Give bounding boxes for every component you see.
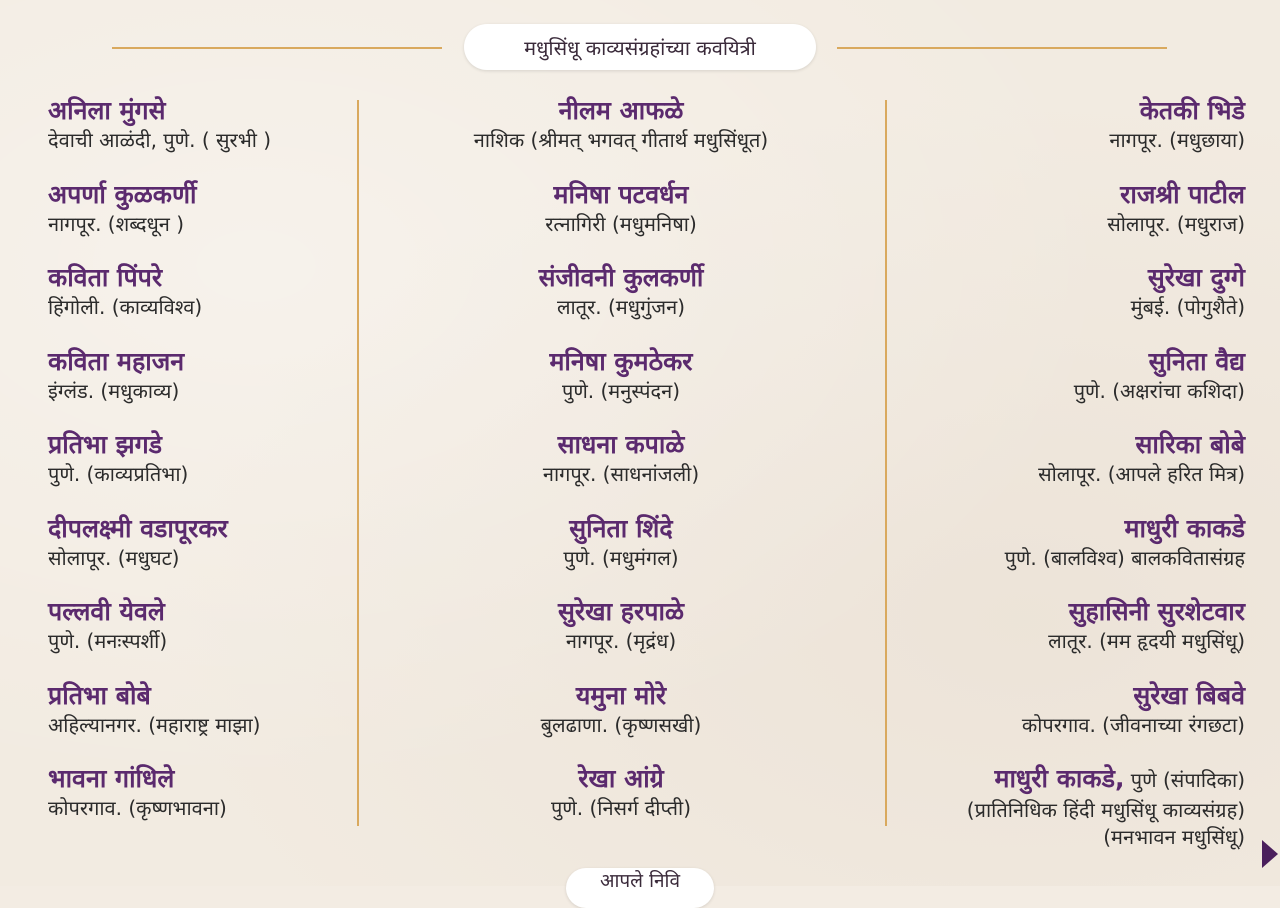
poet-place: पुणे. (मधुमंगल) bbox=[563, 545, 679, 570]
poet-name: यमुना मोरे bbox=[575, 680, 667, 710]
poet-name: सुहासिनी सुरशेटवार bbox=[1068, 597, 1245, 626]
poet-name: कविता पिंपरे bbox=[48, 263, 163, 292]
poet-entry bbox=[372, 679, 870, 763]
poet-name: अपर्णा कुळकर्णी bbox=[48, 179, 197, 209]
poet-place: नागपूर. (मृद्रंध) bbox=[565, 629, 677, 653]
poet-place: सोलापूर. (मधुघट) bbox=[48, 545, 180, 570]
poet-entry bbox=[48, 94, 348, 178]
header-rule-right bbox=[837, 47, 1167, 49]
poet-entry bbox=[372, 428, 870, 512]
poet-entry bbox=[372, 762, 870, 846]
poet-name bbox=[900, 762, 1245, 797]
column-divider-1 bbox=[357, 100, 359, 826]
editor-role: पुणे (संपादिका) bbox=[1124, 768, 1245, 792]
page-title bbox=[464, 24, 816, 70]
poet-column-3 bbox=[900, 94, 1245, 849]
poet-name: सुनिता शिंदे bbox=[569, 513, 673, 543]
poet-entry-editor bbox=[900, 762, 1245, 849]
poet-place: पुणे. (बालविश्व) बालकवितासंग्रह bbox=[1004, 545, 1245, 570]
anthology-title-hindi: (प्रातिनिधिक हिंदी मधुसिंधू काव्यसंग्रह) bbox=[966, 798, 1245, 822]
editor-name: माधुरी काकडे, bbox=[994, 764, 1125, 793]
poet-entry bbox=[900, 428, 1245, 512]
poet-entry bbox=[372, 345, 870, 429]
poet-entry bbox=[48, 512, 348, 596]
poet-place: नागपूर. (शब्दधून ) bbox=[48, 211, 185, 236]
poet-name: मनिषा पटवर्धन bbox=[553, 179, 689, 209]
poet-column-2 bbox=[372, 94, 870, 846]
poet-place: लातूर. (मम हृदयी मधुसिंधू) bbox=[1048, 629, 1245, 653]
poet-entry bbox=[48, 345, 348, 429]
poet-entry bbox=[372, 595, 870, 679]
poet-entry bbox=[48, 595, 348, 679]
poet-name: संजीवनी कुलकर्णी bbox=[538, 263, 704, 292]
poet-entry bbox=[900, 345, 1245, 429]
poet-place: देवाची आळंदी, पुणे. ( सुरभी ) bbox=[48, 128, 272, 152]
poet-entry bbox=[900, 595, 1245, 679]
poet-name: प्रतिभा झगडे bbox=[48, 430, 163, 459]
poet-name: दीपलक्ष्मी वडापूरकर bbox=[48, 513, 228, 543]
poet-entry bbox=[900, 178, 1245, 262]
poet-place: मुंबई. (पोगुशैते) bbox=[1130, 295, 1245, 319]
header-rule-left bbox=[112, 47, 442, 49]
poet-column-1 bbox=[48, 94, 348, 846]
poet-entry bbox=[48, 679, 348, 763]
poet-name: राजश्री पाटील bbox=[1120, 179, 1245, 209]
poet-name: मनिषा कुमठेकर bbox=[549, 346, 693, 376]
poet-name: रेखा आंग्रे bbox=[578, 764, 664, 793]
poet-name: सुनिता वैद्य bbox=[1148, 346, 1245, 376]
poet-place: पुणे. (मनःस्पर्शी) bbox=[48, 629, 168, 653]
poet-place: पुणे. (मनुस्पंदन) bbox=[561, 378, 681, 403]
poet-place: नाशिक (श्रीमत् भगवत् गीतार्थ मधुसिंधूत) bbox=[473, 128, 769, 152]
poet-place: इंग्लंड. (मधुकाव्य) bbox=[48, 378, 180, 403]
poet-place: नागपूर. (मधुछाया) bbox=[1109, 128, 1245, 152]
poet-name: माधुरी काकडे bbox=[1124, 513, 1245, 543]
poet-entry bbox=[48, 178, 348, 262]
arrow-icon bbox=[1262, 840, 1278, 868]
poet-place: बुलढाणा. (कृष्णसखी) bbox=[540, 712, 702, 737]
poet-entry bbox=[900, 679, 1245, 763]
poet-name: सुरेखा दुग्गे bbox=[1147, 263, 1245, 292]
poet-place: पुणे. (निसर्ग दीप्ती) bbox=[550, 796, 692, 820]
poet-name: सुरेखा हरपाळे bbox=[558, 597, 684, 626]
poet-place: सोलापूर. (आपले हरित मित्र) bbox=[1038, 462, 1245, 486]
poet-entry bbox=[372, 261, 870, 345]
poet-entry bbox=[372, 178, 870, 262]
poet-place: कोपरगाव. (कृष्णभावना) bbox=[48, 796, 227, 820]
poet-name: नीलम आफळे bbox=[558, 96, 684, 125]
poet-place: लातूर. (मधुगुंजन) bbox=[556, 295, 686, 319]
poet-entry bbox=[900, 94, 1245, 178]
poet-entry bbox=[900, 512, 1245, 596]
poet-name: सुरेखा बिबवे bbox=[1133, 680, 1245, 710]
poet-place: अहिल्यानगर. (महाराष्ट्र माझा) bbox=[48, 712, 261, 737]
footer-label bbox=[566, 868, 714, 908]
poet-place: हिंगोली. (काव्यविश्व) bbox=[48, 295, 203, 319]
poet-place: कोपरगाव. (जीवनाच्या रंगछटा) bbox=[1021, 712, 1245, 737]
poet-place: पुणे. (काव्यप्रतिभा) bbox=[48, 462, 189, 486]
poet-name: केतकी भिडे bbox=[1139, 96, 1245, 125]
poet-name: साधना कपाळे bbox=[557, 430, 685, 459]
poet-place: नागपूर. (साधनांजली) bbox=[542, 462, 700, 486]
footer-label-text: आपले निवि bbox=[599, 870, 681, 892]
poet-name: प्रतिभा बोबे bbox=[48, 680, 151, 710]
page-title-text: मधुसिंधू काव्यसंग्रहांच्या कवयित्री bbox=[524, 35, 756, 60]
poet-entry bbox=[372, 94, 870, 178]
poet-name: भावना गांधिले bbox=[48, 764, 175, 793]
poet-name: पल्लवी येवले bbox=[48, 597, 165, 626]
poet-entry bbox=[48, 428, 348, 512]
poet-entry bbox=[900, 261, 1245, 345]
poet-entry bbox=[48, 762, 348, 846]
poet-name: सारिका बोबे bbox=[1135, 430, 1245, 459]
poet-place: रत्नागिरी (मधुमनिषा) bbox=[545, 211, 697, 236]
poet-entry bbox=[372, 512, 870, 596]
column-divider-2 bbox=[885, 100, 887, 826]
poet-name: कविता महाजन bbox=[48, 346, 185, 376]
anthology-title: (मनभावन मधुसिंधू) bbox=[1103, 825, 1245, 849]
poet-place: पुणे. (अक्षरांचा कशिदा) bbox=[1073, 378, 1245, 403]
poet-entry bbox=[48, 261, 348, 345]
poet-place: सोलापूर. (मधुराज) bbox=[1107, 211, 1245, 236]
poet-name: अनिला मुंगसे bbox=[48, 96, 166, 125]
